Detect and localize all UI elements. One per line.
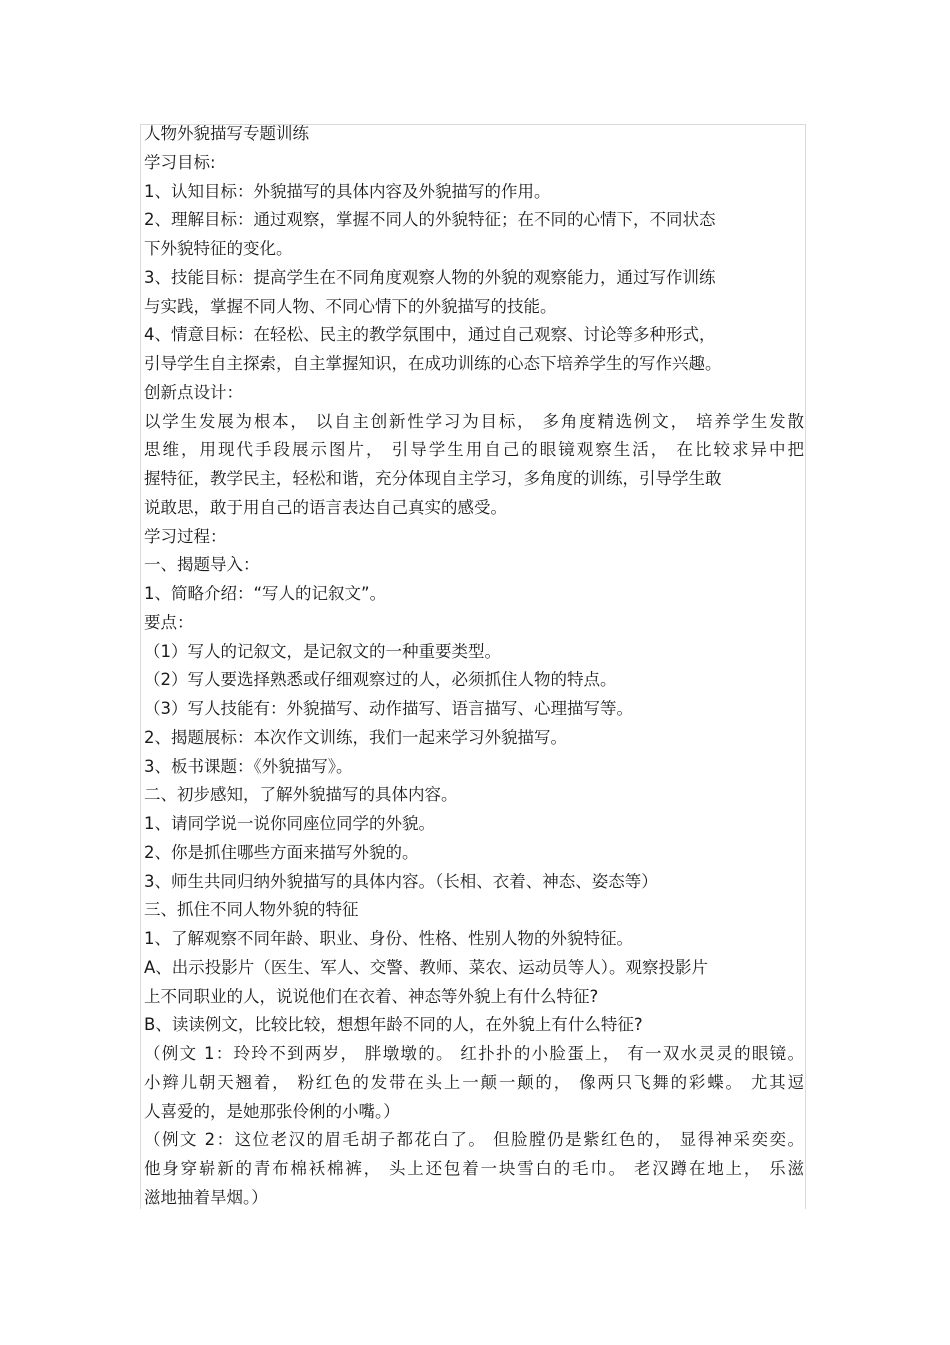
- text-line: 1、了解观察不同年龄、职业、身份、性格、性别人物的外貌特征。: [144, 929, 633, 948]
- text-line: （1）写人的记叙文，是记叙文的一种重要类型。: [144, 641, 501, 661]
- text-line: （例文 1：玲玲不到两岁， 胖墩墩的。 红扑扑的小脸蛋上， 有一双水灵灵的眼镜。: [144, 1044, 804, 1063]
- text-line: 小辫儿朝天翘着， 粉红色的发带在头上一颠一颠的， 像两只飞舞的彩蝶。 尤其逗: [144, 1072, 804, 1092]
- text-line: 说敢思，敢于用自己的语言表达自己真实的感受。: [144, 497, 507, 517]
- text-line: 2、理解目标：通过观察，掌握不同人的外貌特征；在不同的心情下，不同状态: [144, 210, 716, 230]
- text-line: 要点：: [144, 612, 194, 632]
- text-line: 滋地抽着旱烟。）: [144, 1187, 268, 1207]
- text-line: 3、师生共同归纳外貌描写的具体内容。（长相、衣着、神态、姿态等）: [144, 871, 658, 891]
- text-line: （2）写人要选择熟悉或仔细观察过的人，必须抓住人物的特点。: [144, 670, 617, 690]
- text-line: 2、你是抓住哪些方面来描写外貌的。: [144, 842, 419, 862]
- text-line: 以学生发展为根本， 以自主创新性学习为目标， 多角度精选例文， 培养学生发散: [144, 411, 804, 431]
- text-line: 1、认知目标：外貌描写的具体内容及外貌描写的作用。: [144, 181, 551, 201]
- text-line: 下外貌特征的变化。: [144, 239, 293, 258]
- text-line: （3）写人技能有：外貌描写、动作描写、语言描写、心理描写等。: [144, 699, 633, 718]
- text-line: 2、揭题展标：本次作文训练，我们一起来学习外貌描写。: [144, 727, 567, 747]
- text-line: 3、技能目标：提高学生在不同角度观察人物的外貌的观察能力，通过写作训练: [144, 267, 716, 287]
- text-line: 人喜爱的，是她那张伶俐的小嘴。）: [144, 1101, 400, 1121]
- text-line: B、读读例文，比较比较，想想年龄不同的人，在外貌上有什么特征?: [144, 1015, 643, 1035]
- text-line: 1、简略介绍：“写人的记叙文”。: [144, 584, 387, 603]
- text-line: 握特征，教学民主，轻松和谐，充分体现自主学习，多角度的训练，引导学生敢: [144, 469, 722, 488]
- text-line: 三、抓住不同人物外貌的特征: [144, 900, 359, 920]
- text-line: 3、板书课题：《外貌描写》。: [144, 756, 353, 776]
- text-line: 4、情意目标：在轻松、民主的教学氛围中，通过自己观察、讨论等多种形式，: [144, 325, 716, 345]
- text-line: 引导学生自主探索，自主掌握知识，在成功训练的心态下培养学生的写作兴趣。: [144, 354, 722, 373]
- text-line: A、出示投影片（医生、军人、交警、教师、菜农、运动员等人）。观察投影片: [144, 957, 709, 977]
- document-title: 人物外貌描写专题训练: [144, 124, 309, 143]
- text-line: 1、请同学说一说你同座位同学的外貌。: [144, 814, 435, 833]
- text-line: 二、初步感知，了解外貌描写的具体内容。: [144, 785, 458, 805]
- text-line: 与实践，掌握不同人物、不同心情下的外貌描写的技能。: [144, 296, 557, 316]
- text-line: 学习目标:: [144, 152, 216, 172]
- text-line: 上不同职业的人，说说他们在衣着、神态等外貌上有什么特征?: [144, 986, 599, 1006]
- text-line: 创新点设计：: [144, 382, 243, 402]
- text-line: 一、揭题导入：: [144, 555, 260, 575]
- text-line: 学习过程：: [144, 526, 227, 546]
- text-line: 他身穿崭新的青布棉袄棉裤， 头上还包着一块雪白的毛巾。 老汉蹲在地上， 乐滋: [144, 1159, 804, 1178]
- text-line: 思维，用现代手段展示图片， 引导学生用自己的眼镜观察生活， 在比较求异中把: [144, 440, 804, 460]
- document-body: [144, 120, 804, 1213]
- text-line: （例文 2：这位老汉的眉毛胡子都花白了。 但脸膛仍是紫红色的， 显得神采奕奕。: [144, 1130, 804, 1150]
